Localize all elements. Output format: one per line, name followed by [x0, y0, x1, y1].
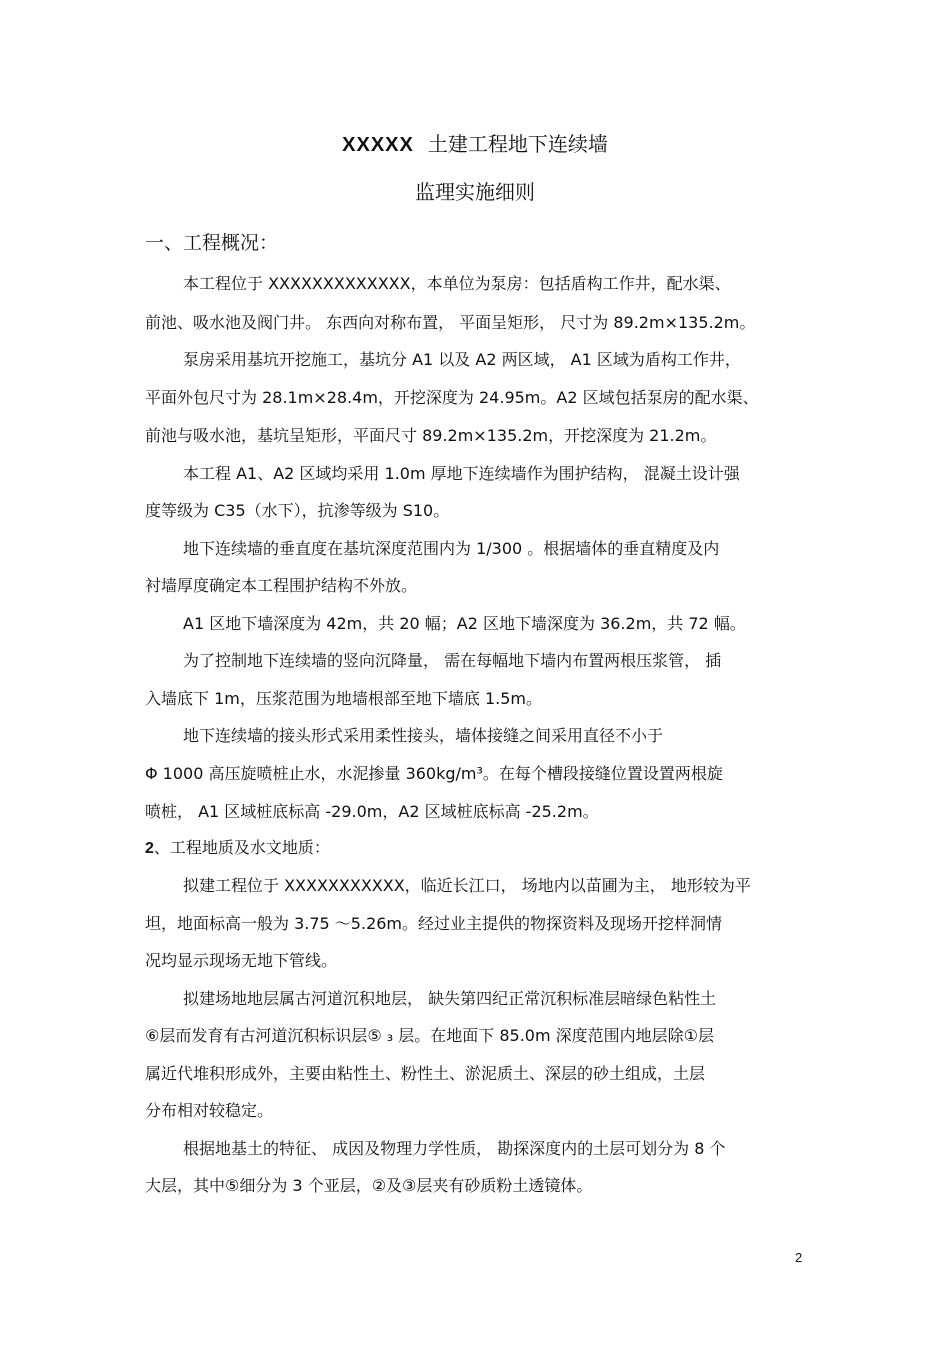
paragraph-line: 分布相对较稳定。: [145, 1101, 274, 1120]
paragraph-line: 地下连续墙的垂直度在基坑深度范围内为 1/300 。根据墙体的垂直精度及内: [183, 539, 720, 558]
paragraph-line: 喷桩， A1 区域桩底标高 -29.0m，A2 区域桩底标高 -25.2m。: [145, 802, 599, 821]
paragraph-line: 为了控制地下连续墙的竖向沉降量， 需在每幅地下墙内布置两根压浆管， 插: [183, 651, 722, 670]
paragraph-line: 地下连续墙的接头形式采用柔性接头，墙体接缝之间采用直径不小于: [183, 726, 664, 745]
paragraph-line: 大层，其中⑤细分为 3 个亚层，②及③层夹有砂质粉土透镜体。: [145, 1176, 593, 1195]
section-heading-geology: [145, 835, 330, 862]
paragraph-line: 本工程位于 XXXXXXXXXXXXX，本单位为泵房：包括盾构工作井，配水渠、: [183, 274, 731, 293]
paragraph-line: Φ 1000 高压旋喷桩止水，水泥掺量 360kg/m³。在每个槽段接缝位置设置两根旋: [145, 764, 723, 783]
paragraph-line: 前池、吸水池及阀门井。 东西向对称布置， 平面呈矩形， 尺寸为 89.2m×135.2m。: [145, 313, 756, 332]
paragraph-line: 平面外包尺寸为 28.1m×28.4m，开挖深度为 24.95m。A2 区域包括泵房的配水渠、: [145, 388, 759, 407]
title-project-code: XXXXX: [342, 134, 414, 156]
document-title: [0, 130, 950, 159]
paragraph-line: 况均显示现场无地下管线。: [145, 951, 338, 970]
section-heading-overview: 一、工程概况：: [145, 232, 279, 254]
paragraph-line: ⑥层而发育有古河道沉积标识层⑤ ₃ 层。在地面下 85.0m 深度范围内地层除①层: [145, 1026, 715, 1045]
paragraph-line: 根据地基土的特征、 成因及物理力学性质， 勘探深度内的土层可划分为 8 个: [183, 1139, 726, 1158]
paragraph-line: 属近代堆积形成外，主要由粘性土、粉性土、淤泥质土、深层的砂土组成，土层: [145, 1064, 706, 1083]
paragraph-line: 拟建工程位于 XXXXXXXXXXX，临近长江口， 场地内以苗圃为主， 地形较为平: [183, 876, 751, 895]
page-number: 2: [795, 1250, 803, 1265]
paragraph-line: 泵房采用基坑开挖施工，基坑分 A1 以及 A2 两区域， A1 区域为盾构工作井，: [183, 350, 741, 369]
paragraph-line: 本工程 A1、A2 区域均采用 1.0m 厚地下连续墙作为围护结构， 混凝土设计强: [183, 464, 740, 483]
paragraph-line: 前池与吸水池，基坑呈矩形，平面尺寸 89.2m×135.2m，开挖深度为 21.2m。: [145, 426, 717, 445]
section-title: 、工程地质及水文地质：: [153, 838, 330, 857]
paragraph-line: 坦，地面标高一般为 3.75 ～5.26m。经过业主提供的物探资料及现场开挖样洞情: [145, 914, 723, 933]
section-number: 2: [145, 840, 154, 857]
paragraph-line: 入墙底下 1m，压浆范围为地墙根部至地下墙底 1.5m。: [145, 689, 542, 708]
paragraph-line: 拟建场地地层属古河道沉积地层， 缺失第四纪正常沉积标准层暗绿色粘性土: [183, 989, 717, 1008]
paragraph-line: A1 区地下墙深度为 42m，共 20 幅；A2 区地下墙深度为 36.2m，共 72 幅。: [183, 614, 746, 633]
title-text: 土建工程地下连续墙: [427, 132, 608, 156]
paragraph-line: 衬墙厚度确定本工程围护结构不外放。: [145, 576, 418, 595]
paragraph-line: 度等级为 C35（水下），抗渗等级为 S10。: [145, 501, 450, 520]
document-subtitle: 监理实施细则: [415, 180, 535, 204]
